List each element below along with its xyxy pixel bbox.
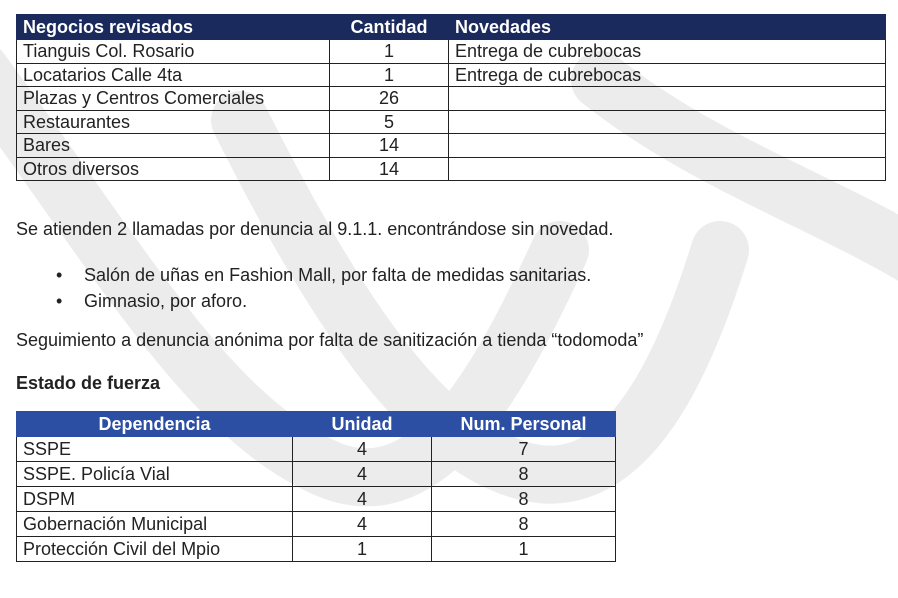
- table-row: [17, 40, 886, 64]
- list-item: [56, 262, 591, 288]
- table-row: [17, 537, 616, 562]
- negocios-table: [16, 14, 886, 181]
- table-row: [17, 157, 886, 181]
- cell: 1: [330, 40, 449, 64]
- cell: [449, 87, 886, 111]
- column-header: Negocios revisados: [17, 15, 330, 40]
- section-heading: Estado de fuerza: [16, 373, 161, 393]
- cell: Entrega de cubrebocas: [449, 63, 886, 87]
- cell: 4: [293, 487, 432, 512]
- cell: 4: [293, 512, 432, 537]
- bullet-icon: •: [56, 265, 63, 285]
- cell: 7: [432, 437, 616, 462]
- cell: Bares: [17, 134, 330, 158]
- table-row: [17, 512, 616, 537]
- table-header-row: [17, 412, 616, 437]
- cell: 4: [293, 462, 432, 487]
- cell: SSPE: [17, 437, 293, 462]
- followup-paragraph: Seguimiento a denuncia anónima por falta de sanitización a tienda “todomoda”: [16, 330, 644, 350]
- table-row: [17, 63, 886, 87]
- column-header: Novedades: [449, 15, 886, 40]
- table-row: [17, 487, 616, 512]
- cell: 1: [293, 537, 432, 562]
- calls-paragraph: Se atienden 2 llamadas por denuncia al 9.1.1. encontrándose sin novedad.: [16, 219, 614, 239]
- table-header-row: [17, 15, 886, 40]
- column-header: Cantidad: [330, 15, 449, 40]
- cell: DSPM: [17, 487, 293, 512]
- bullet-icon: •: [56, 291, 63, 311]
- cell: 14: [330, 134, 449, 158]
- column-header: Dependencia: [17, 412, 293, 437]
- table-row: [17, 110, 886, 134]
- list-item-text: Salón de uñas en Fashion Mall, por falta de medidas sanitarias.: [84, 265, 592, 285]
- complaints-list: [56, 262, 591, 314]
- cell: [449, 110, 886, 134]
- table-row: [17, 134, 886, 158]
- cell: Protección Civil del Mpio: [17, 537, 293, 562]
- cell: 26: [330, 87, 449, 111]
- cell: SSPE. Policía Vial: [17, 462, 293, 487]
- cell: Plazas y Centros Comerciales: [17, 87, 330, 111]
- cell: 4: [293, 437, 432, 462]
- cell: [449, 157, 886, 181]
- table-row: [17, 462, 616, 487]
- cell: 5: [330, 110, 449, 134]
- list-item-text: Gimnasio, por aforo.: [84, 291, 248, 311]
- column-header: Unidad: [293, 412, 432, 437]
- list-item: [56, 288, 591, 314]
- cell: 8: [432, 487, 616, 512]
- column-header: Num. Personal: [432, 412, 616, 437]
- cell: Tianguis Col. Rosario: [17, 40, 330, 64]
- cell: 1: [432, 537, 616, 562]
- cell: Entrega de cubrebocas: [449, 40, 886, 64]
- cell: Otros diversos: [17, 157, 330, 181]
- table-row: [17, 437, 616, 462]
- cell: 8: [432, 462, 616, 487]
- cell: 1: [330, 63, 449, 87]
- fuerza-table: [16, 411, 616, 562]
- cell: 14: [330, 157, 449, 181]
- cell: Locatarios Calle 4ta: [17, 63, 330, 87]
- cell: [449, 134, 886, 158]
- cell: Restaurantes: [17, 110, 330, 134]
- cell: 8: [432, 512, 616, 537]
- cell: Gobernación Municipal: [17, 512, 293, 537]
- table-row: [17, 87, 886, 111]
